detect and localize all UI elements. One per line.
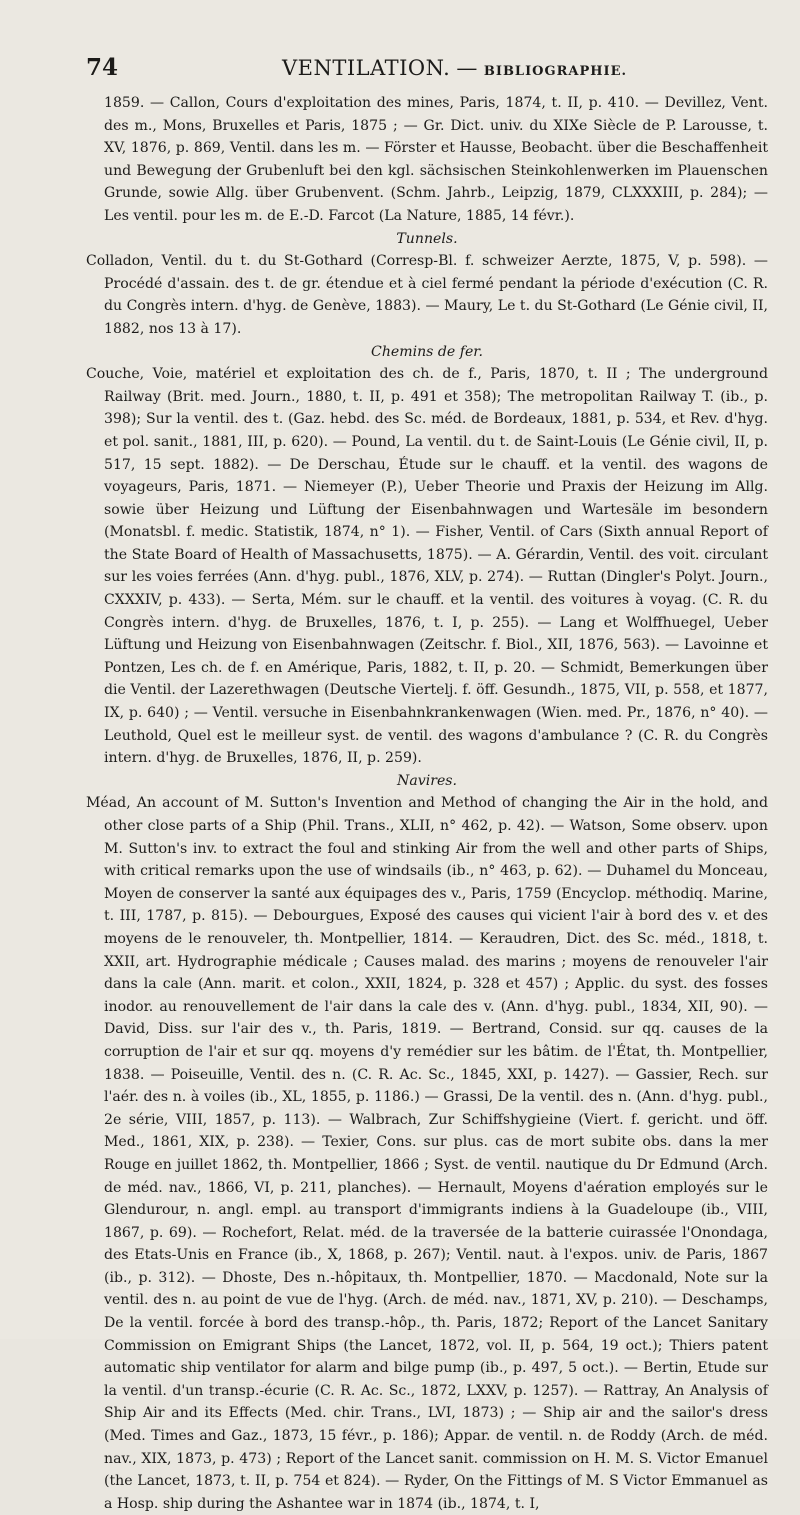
section-heading: Tunnels. bbox=[396, 230, 458, 247]
bibliography-entry: 1859. — Callon, Cours d'exploitation des mines, Paris, 1874, t. II, p. 410. — Devillez, Vent. des m., Mons, Bruxelles et Paris, 1875 ; — Gr. Dict. univ. du XIXe Siècle de P. Larousse, t. XV, 1876, p. 869, Ventil. dans les m. — Förster et Hausse, Beobacht. über die Beschaffenheit und Bewegung der Grubenluft bei den kgl. sächsischen Steinkohlenwerken im Plauenschen Grunde, sowie Allg. über Grubenvent. (Schm. Jahrb., Leipzig, 1879, CLXXXIII, p. 284); — Les ventil. pour les m. de E.-D. Farcot (La Nature, 1885, 14 févr.). bbox=[104, 95, 768, 224]
bibliography-entry: Couche, Voie, matériel et exploitation des ch. de f., Paris, 1870, t. II ; The underground Railway (Brit. med. Journ., 1880, t. II, p. 491 et 358); The metropolitan Railway T. (ib., p. 398); Sur la ventil. des t. (Gaz. hebd. des Sc. méd. de Bordeaux, 1881, p. 534, et Rev. d'hyg. et pol. sanit., 1881, III, p. 620). — Pound, La ventil. du t. de Saint-Louis (Le Génie civil, II, p. 517, 15 sept. 1882). — De Derschau, Étude sur le chauff. et la ventil. des wagons de voyageurs, Paris, 1871. — Niemeyer (P.), Ueber Theorie und Praxis der Heizung im Allg. sowie über Heizung und Lüftung der Eisenbahnwagen und Wartesäle im besondern (Monatsbl. f. medic. Statistik, 1874, n° 1). — Fisher, Ventil. of Cars (Sixth annual Report of the State Board of Health of Massachusetts, 1875). — A. Gérardin, Ventil. des voit. circulant sur les voies ferrées (Ann. d'hyg. publ., 1876, XLV, p. 274). — Ruttan (Dingler's Polyt. Journ., CXXXIV, p. 433). — Serta, Mém. sur le chauff. et la ventil. des voitures à voyag. (C. R. du Congrès intern. d'hyg. de Bruxelles, 1876, t. I, p. 255). — Lang et Wolffhuegel, Ueber Lüftung und Heizung von Eisenbahnwagen (Zeitschr. f. Biol., XII, 1876, 563). — Lavoinne et Pontzen, Les ch. de f. en Amérique, Paris, 1882, t. II, p. 20. — Schmidt, Bemerkungen über die Ventil. der Lazerethwagen (Deutsche Viertelj. f. öff. Gesundh., 1875, VII, p. 558, et 1877, IX, p. 640) ; — Ventil. versuche in Eisenbahnkrankenwagen (Wien. med. Pr., 1876, n° 40). — Leuthold, Quel est le meilleur syst. de ventil. des wagons d'ambulance ? (C. R. du Congrès intern. d'hyg. de Bruxelles, 1876, II, p. 259). bbox=[86, 366, 768, 767]
running-title bbox=[282, 56, 627, 80]
bibliography-body bbox=[86, 92, 768, 1515]
running-title-separator: — bbox=[456, 56, 478, 80]
bibliography-entry: Colladon, Ventil. du t. du St-Gothard (Corresp-Bl. f. schweizer Aerzte, 1875, V, p. 598). — Procédé d'assain. des t. de gr. étendue et à ciel fermé pendant la période d'exécution (C. R. du Congrès intern. d'hyg. de Genève, 1883). — Maury, Le t. du St-Gothard (Le Génie civil, II, 1882, nos 13 à 17). bbox=[86, 253, 768, 337]
page-number: 74 bbox=[86, 54, 119, 81]
section-heading: Navires. bbox=[397, 772, 457, 789]
section-heading: Chemins de fer. bbox=[371, 343, 483, 360]
running-title-main: VENTILATION. bbox=[282, 56, 451, 80]
bibliography-entry: Méad, An account of M. Sutton's Invention and Method of changing the Air in the hold, and other close parts of a Ship (Phil. Trans., XLII, n° 462, p. 42). — Watson, Some observ. upon M. Sutton's inv. to extract the foul and stinking Air from the well and other parts of Ships, with critical remarks upon the use of windsails (ib., n° 463, p. 62). — Duhamel du Monceau, Moyen de conserver la santé aux équipages des v., Paris, 1759 (Encyclop. méthodiq. Marine, t. III, 1787, p. 815). — Debourgues, Exposé des causes qui vicient l'air à bord des v. et des moyens de le renouveler, th. Montpellier, 1814. — Keraudren, Dict. des Sc. méd., 1818, t. XXII, art. Hydrographie médicale ; Causes malad. des marins ; moyens de renouveler l'air dans la cale (Ann. marit. et colon., XXII, 1824, p. 328 et 457) ; Applic. du syst. des fosses inodor. au renouvellement de l'air dans la cale des v. (Ann. d'hyg. publ., 1834, XII, 90). — David, Diss. sur l'air des v., th. Paris, 1819. — Bertrand, Consid. sur qq. causes de la corruption de l'air et sur qq. moyens d'y remédier sur les bâtim. de l'État, th. Montpellier, 1838. — Poiseuille, Ventil. des n. (C. R. Ac. Sc., 1845, XXI, p. 1427). — Gassier, Rech. sur l'aér. des n. à voiles (ib., XL, 1855, p. 1186.) — Grassi, De la ventil. des n. (Ann. d'hyg. publ., 2e série, VIII, 1857, p. 113). — Walbrach, Zur Schiffshygieine (Viert. f. gericht. und öff. Med., 1861, XIX, p. 238). — Texier, Cons. sur plus. cas de mort subite obs. dans la mer Rouge en juillet 1862, th. Montpellier, 1866 ; Syst. de ventil. nautique du Dr Edmund (Arch. de méd. nav., 1866, VI, p. 211, planches). — Hernault, Moyens d'aération employés sur le Glendurour, n. angl. empl. au transport d'immigrants indiens à la Guadeloupe (ib., VIII, 1867, p. 69). — Rochefort, Relat. méd. de la traversée de la batterie cuirassée l'Onondaga, des Etats-Unis en France (ib., X, 1868, p. 267); Ventil. naut. à l'expos. univ. de Paris, 1867 (ib., p. 312). — Dhoste, Des n.-hôpitaux, th. Montpellier, 1870. — Macdonald, Note sur la ventil. des n. au point de vue de l'hyg. (Arch. de méd. nav., 1871, XV, p. 210). — Deschamps, De la ventil. forcée à bord des transp.-hôp., th. Paris, 1872; Report of the Lancet Sanitary Commission on Emigrant Ships (the Lancet, 1872, vol. II, p. 564, 19 oct.); Thiers patent automatic ship ventilator for alarm and bilge pump (ib., p. 497, 5 oct.). — Bertin, Etude sur la ventil. d'un transp.-écurie (C. R. Ac. Sc., 1872, LXXV, p. 1257). — Rattray, An Analysis of Ship Air and its Effects (Med. chir. Trans., LVI, 1873) ; — Ship air and the sailor's dress (Med. Times and Gaz., 1873, 15 févr., p. 186); Appar. de ventil. n. de Roddy (Arch. de méd. nav., XIX, 1873, p. 473) ; Report of the Lancet sanit. commission on H. M. S. Victor Emanuel (the Lancet, 1873, t. II, p. 754 et 824). — Ryder, On the Fittings of M. S Victor Emmanuel as a Hosp. ship during the Ashantee war in 1874 (ib., 1874, t. I, bbox=[86, 795, 768, 1512]
page-header bbox=[86, 52, 766, 92]
running-title-subtitle: BIBLIOGRAPHIE. bbox=[483, 64, 628, 79]
